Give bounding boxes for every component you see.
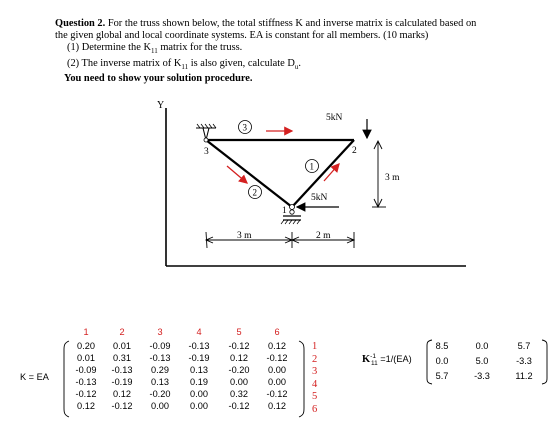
inverse-cell: 11.2	[515, 371, 533, 381]
stiffness-col-header: 6	[274, 327, 280, 337]
node-label-2: 2	[352, 146, 357, 156]
stiffness-cell: 0.31	[113, 353, 131, 363]
inverse-cell: -3.3	[516, 356, 532, 366]
inverse-cell: 5.7	[517, 341, 531, 351]
node-label-1: 1	[282, 206, 287, 216]
inverse-cell: -3.3	[474, 371, 490, 381]
stiffness-cell: 0.00	[268, 377, 286, 387]
stiffness-cell: -0.13	[75, 377, 97, 387]
inverse-label-sup: -1	[370, 353, 376, 360]
stiffness-label: K = EA	[20, 372, 49, 382]
dim-height-label: 3 m	[385, 173, 400, 183]
stiffness-cell: 0.00	[190, 389, 208, 399]
stiffness-cell: -0.12	[266, 353, 288, 363]
inverse-label	[362, 353, 412, 367]
part2-text: (2) The inverse matrix of K	[67, 57, 182, 69]
stiffness-cell: -0.20	[149, 389, 171, 399]
stiffness-cell: -0.12	[228, 341, 250, 351]
stiffness-cell: -0.13	[188, 341, 210, 351]
stiffness-col-header: 3	[157, 327, 163, 337]
question-line-2: the given global and local coordinate systems. EA is constant for all members. (10 marks)	[55, 30, 429, 42]
stiffness-col-header: 4	[196, 327, 202, 337]
inverse-label-rest: =1/(EA)	[377, 354, 412, 365]
stiffness-cell: -0.12	[75, 389, 97, 399]
inverse-cell: 0.0	[435, 356, 449, 366]
stiffness-cell: 0.01	[77, 353, 95, 363]
stiffness-cell: 0.29	[151, 365, 169, 375]
part2-mid: is also given, calculate D	[188, 57, 295, 69]
inverse-cell: 5.7	[435, 371, 449, 381]
part2-sub2: u	[294, 62, 299, 71]
stiffness-cell: -0.13	[111, 365, 133, 375]
stiffness-cell: 0.00	[151, 401, 169, 411]
node-1-joint	[290, 205, 295, 210]
stiffness-cell: 0.20	[77, 341, 95, 351]
stiffness-cell: -0.20	[228, 365, 250, 375]
stiffness-cell: 0.12	[230, 353, 248, 363]
stiffness-col-header: 5	[236, 327, 242, 337]
part1-text: (1) Determine the K	[67, 42, 151, 54]
stiffness-cell: -0.19	[111, 377, 133, 387]
stiffness-cell: 0.00	[268, 365, 286, 375]
stiffness-cell: 0.12	[268, 341, 286, 351]
stiffness-row-headers	[312, 341, 324, 421]
dim-left-label: 3 m	[237, 231, 252, 241]
stiffness-row-header: 6	[312, 403, 318, 415]
stiffness-cell: 0.12	[113, 389, 131, 399]
inverse-cell: 5.0	[475, 356, 489, 366]
inverse-matrix	[430, 339, 545, 384]
stiffness-cell: -0.09	[149, 341, 171, 351]
member-label-2: 2	[252, 187, 257, 198]
stiffness-cell: 0.19	[190, 377, 208, 387]
stiffness-cell: 0.13	[190, 365, 208, 375]
stiffness-row-header: 5	[312, 391, 318, 402]
inverse-label-k: K	[362, 354, 371, 366]
part2-end: .	[298, 57, 301, 69]
load-top-label: 5kN	[326, 113, 343, 123]
part2-sub: 11	[181, 62, 189, 71]
dim-right-label: 2 m	[316, 231, 331, 241]
stiffness-cell: -0.19	[188, 353, 210, 363]
stiffness-cell: -0.13	[149, 353, 171, 363]
part1-sub: 11	[150, 47, 158, 56]
question-line-1-text: For the truss shown below, the total stiffness K and inverse matrix is calculated based on	[105, 18, 477, 29]
member-label-3: 3	[242, 122, 247, 133]
stiffness-row-header: 3	[312, 366, 318, 377]
stiffness-cell: -0.12	[228, 401, 250, 411]
stiffness-cell: 0.00	[190, 401, 208, 411]
stiffness-cell: 0.12	[77, 401, 95, 411]
inverse-cell: 8.5	[435, 341, 449, 351]
stiffness-cell: 0.32	[230, 389, 248, 399]
stiffness-cell: -0.12	[266, 389, 288, 399]
stiffness-row-header: 1	[312, 341, 318, 352]
node-3-joint	[204, 138, 208, 142]
node-label-3: 3	[204, 147, 209, 157]
question-title: Question 2.	[55, 18, 106, 29]
local-axis-arrow-member-1	[324, 164, 339, 181]
stiffness-cell: 0.00	[230, 377, 248, 387]
stiffness-cell: -0.12	[111, 401, 133, 411]
stiffness-cell: 0.01	[113, 341, 131, 351]
stiffness-col-header: 1	[83, 327, 89, 337]
member-2	[206, 140, 292, 207]
stiffness-cell: 0.13	[151, 377, 169, 387]
member-label-1: 1	[309, 161, 314, 172]
inverse-cell: 0.0	[475, 341, 489, 351]
stiffness-row-header: 2	[312, 353, 318, 365]
question-note: You need to show your solution procedure.	[64, 72, 253, 84]
axis-y-label: Y	[157, 100, 165, 111]
stiffness-cell: 0.12	[268, 401, 286, 411]
stiffness-cell: -0.09	[75, 365, 97, 375]
stiffness-matrix	[64, 327, 309, 422]
part1-end: matrix for the truss.	[157, 42, 243, 54]
inverse-label-sub: 11	[370, 359, 378, 367]
stiffness-col-header: 2	[119, 327, 125, 337]
load-mid-label: 5kN	[311, 193, 328, 203]
stiffness-row-header: 4	[312, 378, 318, 390]
